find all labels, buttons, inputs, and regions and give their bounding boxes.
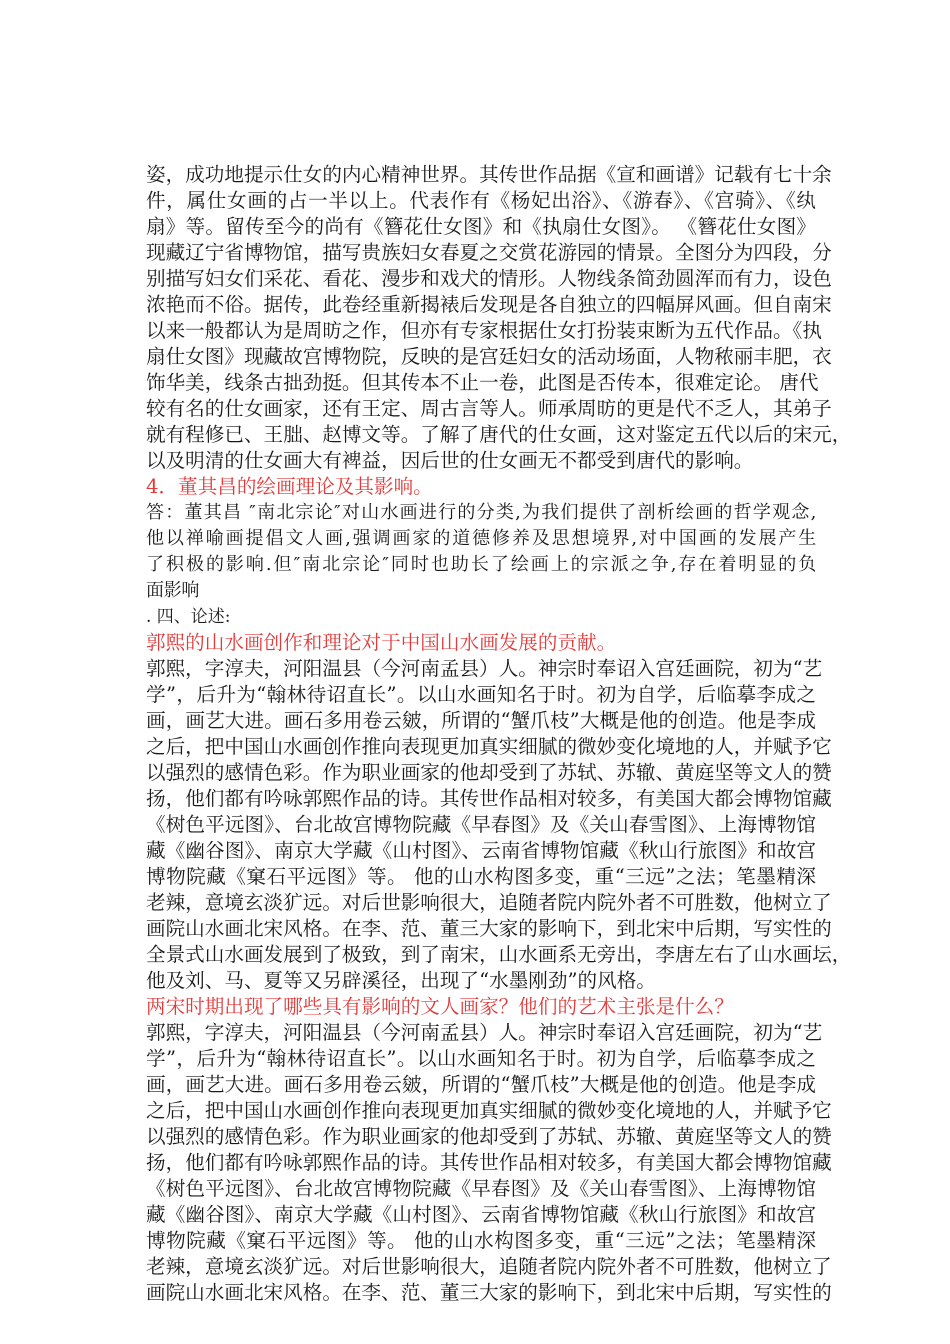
text-line: 较有名的仕女画家，还有王定、周古言等人。师承周昉的更是代不乏人，其弟子 xyxy=(146,397,832,420)
text-line: 姿，成功地提示仕女的内心精神世界。其传世作品据《宣和画谱》记载有七十余 xyxy=(146,163,832,186)
essay-guo-xi-block xyxy=(146,630,852,994)
text-line: 全景式山水画发展到了极致，到了南宋，山水画系无旁出，李唐左右了山水画坛， xyxy=(146,943,852,966)
answer-line: 答：董其昌 ″南北宗论″对山水画进行的分类,为我们提供了剖析绘画的哲学观念, xyxy=(146,502,816,523)
text-line: 郭熙，字淳夫，河阳温县（今河南孟县）人。神宗时奉诏入宫廷画院，初为“艺 xyxy=(146,657,823,680)
text-line: 他及刘、马、夏等又另辟溪径，出现了“水墨刚劲”的风格。 xyxy=(146,969,656,992)
text-line: 饰华美，线条古拙劲挺。但其传本不止一卷，此图是否传本，很难定论。 唐代 xyxy=(146,371,819,394)
text-line: 之后，把中国山水画创作推向表现更加真实细腻的微妙变化境地的人，并赋予它 xyxy=(146,1099,832,1122)
answer-line: 了积极的影响.但″南北宗论″同时也助长了绘画上的宗派之争,存在着明显的负 xyxy=(146,554,816,575)
text-line: 件，属仕女画的占一半以上。代表作有《杨妃出浴》、《游春》、《宫骑》、《纨 xyxy=(146,189,816,212)
text-line: 学”，后升为“翰林待诏直长”。以山水画知名于时。初为自学，后临摹李成之 xyxy=(146,683,816,706)
text-line: 以强烈的感情色彩。作为职业画家的他却受到了苏轼、苏辙、黄庭坚等文人的赞 xyxy=(146,1125,832,1148)
text-line: 以强烈的感情色彩。作为职业画家的他却受到了苏轼、苏辙、黄庭坚等文人的赞 xyxy=(146,761,832,784)
essay-guo-xi-heading: 郭熙的山水画创作和理论对于中国山水画发展的贡献。 xyxy=(146,631,617,654)
text-line: 以及明清的仕女画大有裨益，因后世的仕女画无不都受到唐代的影响。 xyxy=(146,449,754,472)
document-page xyxy=(146,162,852,1306)
section-four-label: . 四、论述: xyxy=(146,607,231,627)
text-line: 扇》等。留传至今的尚有《簪花仕女图》和《执扇仕女图》。 《簪花仕女图》 xyxy=(146,215,816,238)
answer-line: 他以禅喻画提倡文人画,强调画家的道德修养及思想境界,对中国画的发展产生 xyxy=(146,528,816,549)
text-line: 画，画艺大进。画石多用卷云皴，所谓的“蟹爪枝”大概是他的创造。他是李成 xyxy=(146,1073,816,1096)
text-line: 《树色平远图》、台北故宫博物院藏《早春图》及《关山春雪图》、上海博物馆 xyxy=(146,1177,816,1200)
text-line: 老辣，意境玄淡犷远。对后世影响很大，追随者院内院外者不可胜数，他树立了 xyxy=(146,891,832,914)
text-line: 以来一般都认为是周昉之作，但亦有专家根据仕女打扮装束断为五代作品。《执 xyxy=(146,319,822,342)
paragraph-tang-ladies-painting xyxy=(146,162,852,474)
text-line: 画院山水画北宋风格。在李、范、董三大家的影响下，到北宋中后期，写实性的 xyxy=(146,1281,832,1304)
text-line: 《树色平远图》、台北故宫博物院藏《早春图》及《关山春雪图》、上海博物馆 xyxy=(146,813,816,836)
question-4-block xyxy=(146,474,816,604)
text-line: 博物院藏《窠石平远图》等。 他的山水构图多变，重“三远”之法；笔墨精深 xyxy=(146,1229,816,1252)
text-line: 扇仕女图》现藏故宫博物院，反映的是宫廷妇女的活动场面，人物秾丽丰肥，衣 xyxy=(146,345,832,368)
question-4-heading: 4．董其昌的绘画理论及其影响。 xyxy=(146,475,433,498)
text-line: 扬，他们都有吟咏郭熙作品的诗。其传世作品相对较多，有美国大都会博物馆藏 xyxy=(146,787,832,810)
essay-song-literati-heading: 两宋时期出现了哪些具有影响的文人画家？他们的艺术主张是什么？ xyxy=(146,995,734,1018)
text-line: 浓艳而不俗。据传，此卷经重新揭裱后发现是各自独立的四幅屏风画。但自南宋 xyxy=(146,293,832,316)
text-line: 画院山水画北宋风格。在李、范、董三大家的影响下，到北宋中后期，写实性的 xyxy=(146,917,832,940)
answer-line: 面影响 xyxy=(146,580,200,601)
text-line: 学”，后升为“翰林待诏直长”。以山水画知名于时。初为自学，后临摹李成之 xyxy=(146,1047,816,1070)
text-line: 郭熙，字淳夫，河阳温县（今河南孟县）人。神宗时奉诏入宫廷画院，初为“艺 xyxy=(146,1021,823,1044)
text-line: 之后，把中国山水画创作推向表现更加真实细腻的微妙变化境地的人，并赋予它 xyxy=(146,735,832,758)
text-line: 博物院藏《窠石平远图》等。 他的山水构图多变，重“三远”之法；笔墨精深 xyxy=(146,865,816,888)
text-line: 藏《幽谷图》、南京大学藏《山村图》、云南省博物馆藏《秋山行旅图》和故宫 xyxy=(146,839,816,862)
text-line: 别描写妇女们采花、看花、漫步和戏犬的情形。人物线条简劲圆浑而有力，设色 xyxy=(146,267,832,290)
text-line: 就有程修已、王朏、赵博文等。了解了唐代的仕女画，这对鉴定五代以后的宋元， xyxy=(146,423,852,446)
essay-song-literati-block xyxy=(146,994,832,1306)
text-line: 老辣，意境玄淡犷远。对后世影响很大，追随者院内院外者不可胜数，他树立了 xyxy=(146,1255,832,1278)
text-line: 藏《幽谷图》、南京大学藏《山村图》、云南省博物馆藏《秋山行旅图》和故宫 xyxy=(146,1203,816,1226)
text-line: 画，画艺大进。画石多用卷云皴，所谓的“蟹爪枝”大概是他的创造。他是李成 xyxy=(146,709,816,732)
text-line: 扬，他们都有吟咏郭熙作品的诗。其传世作品相对较多，有美国大都会博物馆藏 xyxy=(146,1151,832,1174)
text-line: 现藏辽宁省博物馆，描写贵族妇女春夏之交赏花游园的情景。全图分为四段，分 xyxy=(146,241,832,264)
